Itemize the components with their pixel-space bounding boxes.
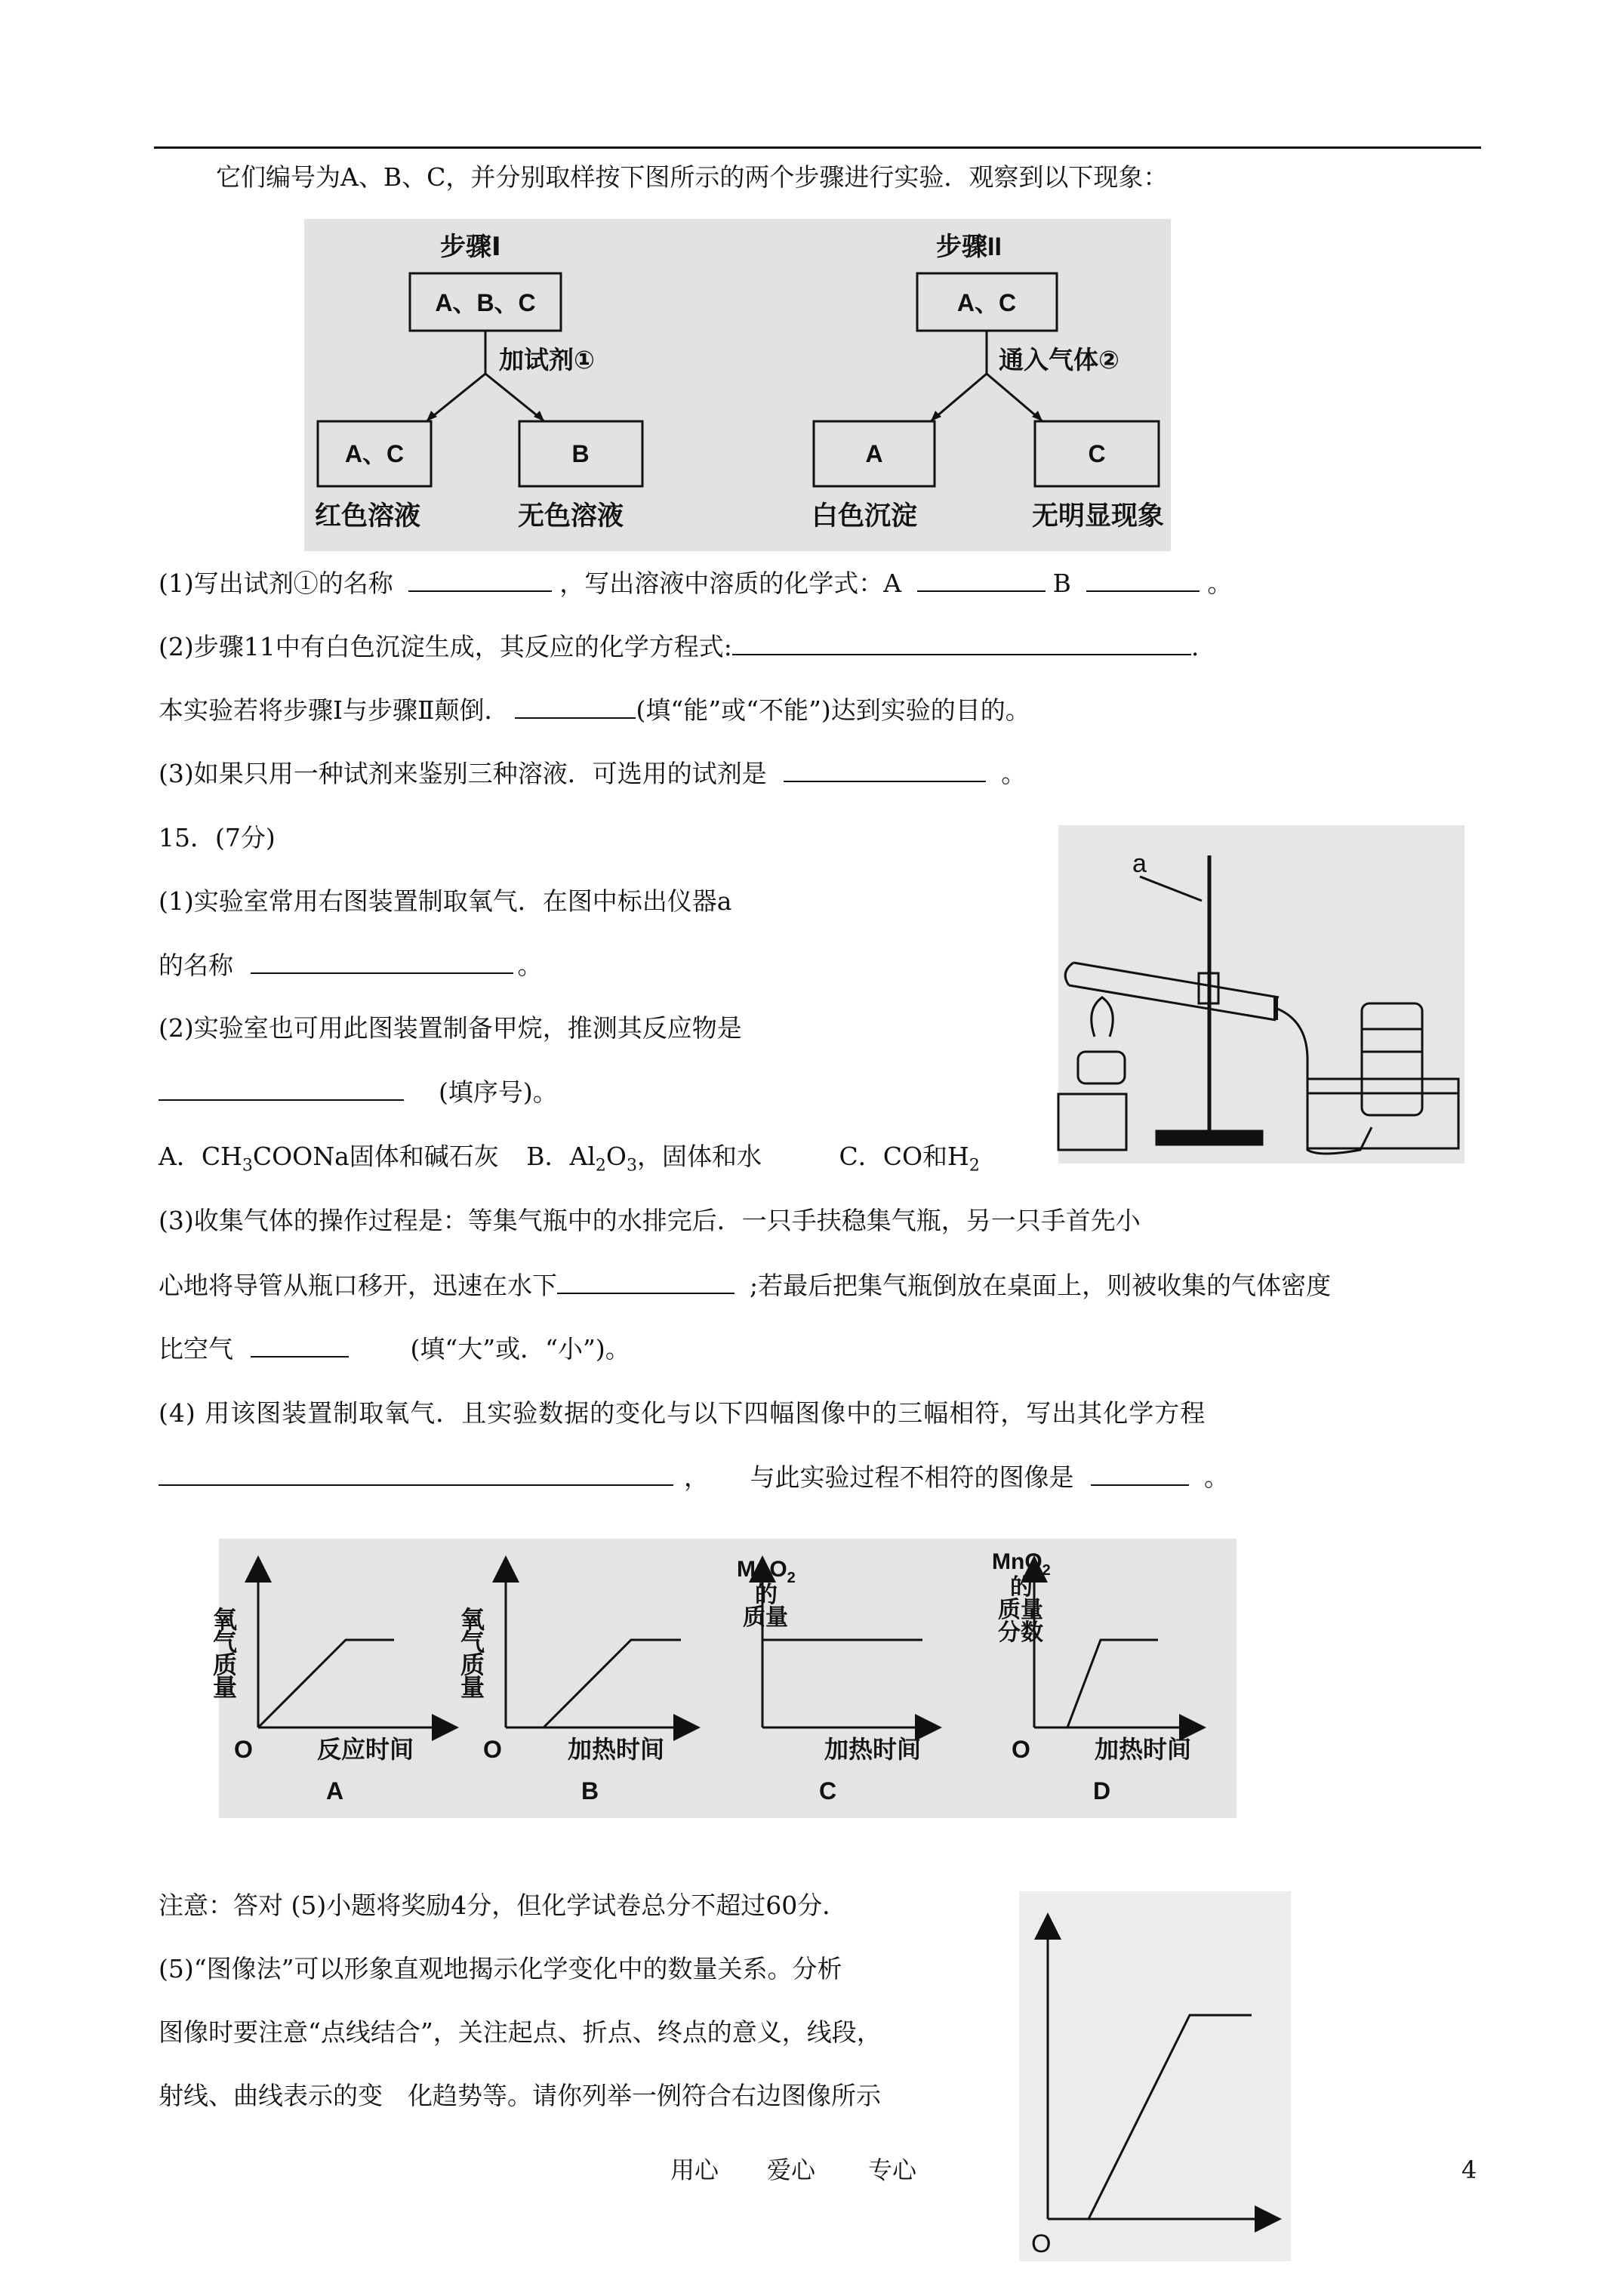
q14-part3	[159, 757, 1026, 791]
q14-p2-text-a: (2)步骤11中有白色沉淀生成，其反应的化学方程式:	[159, 632, 732, 661]
wooden-block	[1058, 1094, 1126, 1150]
step1-right-box-label: B	[571, 440, 590, 467]
q15-option-c: C．CO和$H_2$	[839, 1142, 980, 1176]
footer-motto-2: 爱心	[767, 2156, 816, 2184]
step1-reagent: 加试剂①	[499, 346, 595, 374]
graph-d-ylabel-4: 分数	[998, 1620, 1043, 1645]
graph-a	[210, 1569, 445, 1804]
q15-p3-text-e: (填“大”或．“小”)。	[410, 1334, 630, 1364]
graph-d-ylabel-3: 质量	[998, 1598, 1043, 1623]
graph-c-letter: C	[819, 1777, 837, 1804]
q14-p1-blank-a[interactable]	[917, 566, 1046, 592]
graph-c-ylabel-2: 的	[755, 1583, 778, 1607]
step2-box-label: A、C	[956, 289, 1017, 316]
q15-p3-text-d: 比空气	[159, 1334, 233, 1364]
flow-diagram	[304, 219, 1171, 551]
graph-a-origin: O	[234, 1736, 253, 1763]
q14-p2c-blank[interactable]	[515, 693, 636, 719]
q14-p3-blank-reagent[interactable]	[784, 757, 986, 782]
step2-reagent: 通入气体②	[999, 346, 1119, 374]
graph-a-curve	[258, 1640, 394, 1727]
lamp-flame	[1092, 997, 1113, 1037]
q14-part2	[159, 630, 1199, 664]
q14-p2c-text-a: 本实验若将步骤Ⅰ与步骤Ⅱ颠倒．	[159, 695, 510, 725]
q15-p2-blank-reactant[interactable]	[159, 1075, 404, 1101]
graph-b-curve	[544, 1640, 681, 1727]
graph-c-ylabel-1: MnO$_2$	[737, 1557, 796, 1586]
q15-part1-a: (1)实验室常用右图装置制取氧气．在图中标出仪器a	[159, 886, 732, 916]
footer-motto-3: 专心	[868, 2156, 917, 2184]
q15-title: 15．(7分)	[159, 823, 276, 852]
q14-p2-text-b: .	[1190, 632, 1200, 661]
graph-b	[457, 1569, 687, 1804]
q14-part1	[159, 566, 1232, 600]
step2-left-label: 白色沉淀	[812, 501, 918, 531]
graph-b-origin: O	[483, 1736, 502, 1763]
q15-p4-text-c: 与此实验过程不相符的图像是	[750, 1462, 1074, 1492]
q14-p1-blank-reagent[interactable]	[408, 566, 552, 592]
q15-p4-blank-equation[interactable]	[159, 1460, 673, 1486]
step1-box-label: A、B、C	[435, 289, 536, 316]
q5-line1: (5)“图像法”可以形象直观地揭示化学变化中的数量关系。分析	[159, 1954, 842, 1983]
graph-d-ylabel-2: 的	[1010, 1575, 1033, 1600]
step2-right-box-label: C	[1088, 440, 1106, 467]
water-trough	[1307, 1079, 1458, 1148]
q14-p3-text-a: (3)如果只用一种试剂来鉴别三种溶液．可选用的试剂是	[159, 759, 767, 788]
q14-p1-text-a: (1)写出试剂①的名称	[159, 569, 393, 598]
q15-p1-blank-instrument[interactable]	[251, 948, 513, 974]
q15-p4-blank-graph[interactable]	[1091, 1460, 1189, 1486]
q14-p2c-text-b: (填“能”或“不能”)达到实验的目的。	[636, 695, 1030, 725]
step1-title: 步骤Ⅰ	[440, 233, 501, 261]
q15-part4-b	[159, 1460, 1229, 1494]
graph-a-xlabel: 反应时间	[317, 1736, 414, 1763]
apparatus-figure	[1058, 825, 1464, 1163]
footer-motto-1: 用心	[670, 2156, 719, 2184]
q15-p3-blank-operation[interactable]	[557, 1268, 735, 1294]
graph-a-letter: A	[326, 1777, 344, 1804]
graph-d-xlabel: 加热时间	[1095, 1736, 1192, 1763]
q14-p1-text-b: ，写出溶液中溶质的化学式：A	[559, 569, 902, 598]
q15-part2-b	[159, 1075, 558, 1109]
q15-option-a: A．$CH_3COONa$固体和碱石灰	[159, 1142, 499, 1176]
q5-graph-origin: O	[1031, 2230, 1052, 2258]
label-pointer	[1140, 877, 1202, 901]
delivery-tube	[1277, 1009, 1372, 1154]
step2-left-box-label: A	[865, 440, 883, 467]
q15-part3-b	[159, 1268, 1331, 1302]
q15-options	[159, 1140, 980, 1176]
four-graphs-figure	[210, 1539, 1236, 1818]
graph-b-ylabel: 氧气质量	[457, 1607, 485, 1697]
step2-title: 步骤II	[936, 233, 1002, 261]
q15-p3-blank-density[interactable]	[251, 1332, 349, 1358]
q15-part1-b	[159, 948, 543, 982]
q14-p1-text-d: 。	[1207, 569, 1233, 598]
graph-c-xlabel: 加热时间	[824, 1736, 922, 1763]
q5-line3: 射线、曲线表示的变 化趋势等。请你列举一例符合右边图像所示	[159, 2081, 881, 2110]
q14-p3-text-b: 。	[1001, 759, 1027, 788]
q15-p4-text-d: 。	[1204, 1462, 1229, 1492]
intro-text: 它们编号为A、B、C，并分别取样按下图所示的两个步骤进行实验．观察到以下现象：	[216, 162, 1169, 192]
q15-part4-a: (4) 用该图装置制取氧气．且实验数据的变化与以下四幅图像中的三幅相符，写出其化学方程	[159, 1398, 1206, 1428]
graph-a-ylabel: 氧气质量	[210, 1607, 237, 1697]
step1-right-label: 无色溶液	[518, 501, 624, 531]
q15-part2-a: (2)实验室也可用此图装置制备甲烷，推测其反应物是	[159, 1013, 742, 1043]
q14-p1-text-c: B	[1052, 569, 1071, 598]
graph-d-curve	[1067, 1640, 1158, 1727]
q15-p2-text-b: (填序号)。	[439, 1077, 558, 1107]
q15-part3-c	[159, 1332, 630, 1366]
q14-p2-blank-equation[interactable]	[732, 630, 1191, 655]
bonus-note: 注意：答对 (5)小题将奖励4分，但化学试卷总分不超过60分．	[159, 1891, 848, 1920]
q5-line2: 图像时要注意“点线结合”，关注起点、折点、终点的意义，线段，	[159, 2017, 882, 2047]
graph-d-origin: O	[1012, 1736, 1030, 1763]
q14-p1-blank-b[interactable]	[1086, 566, 1200, 592]
gas-jar	[1362, 1003, 1422, 1115]
apparatus-label-a: a	[1132, 849, 1147, 878]
step1-left-label: 红色溶液	[315, 501, 421, 531]
q15-part3-a: (3)收集气体的操作过程是：等集气瓶中的水排完后．一只手扶稳集气瓶，另一只手首先小	[159, 1206, 1141, 1235]
q15-p3-text-c: ;若最后把集气瓶倒放在桌面上，则被收集的气体密度	[750, 1271, 1332, 1300]
q15-option-b: B．$Al_2O_3$，固体和水	[526, 1142, 762, 1176]
step2-right-label: 无明显现象	[1032, 501, 1165, 531]
q15-p1-text-c: 。	[517, 951, 543, 980]
graph-c	[737, 1557, 929, 1804]
graph-d-letter: D	[1093, 1777, 1111, 1804]
stand-base	[1156, 1131, 1262, 1145]
q15-p3-text-b: 心地将导管从瓶口移开，迅速在水下	[159, 1271, 557, 1300]
q14-part2-cont	[159, 693, 1030, 727]
test-tube	[1069, 963, 1279, 1020]
graph-d-ylabel-1: MnO$_2$	[992, 1549, 1051, 1579]
graph-b-xlabel: 加热时间	[568, 1736, 665, 1763]
header-rule	[154, 146, 1481, 149]
q5-graph-curve	[1089, 2015, 1252, 2219]
step1-left-box-label: A、C	[344, 440, 405, 467]
lamp-body	[1078, 1052, 1125, 1083]
graph-b-letter: B	[581, 1777, 599, 1804]
page-number: 4	[1461, 2156, 1477, 2184]
graph-c-ylabel-3: 质量	[743, 1605, 788, 1630]
q15-p4-text-b: ，	[684, 1462, 709, 1492]
graph-d	[992, 1549, 1193, 1804]
q15-p1-text-b: 的名称	[159, 951, 233, 980]
q5-graph-figure	[1019, 1891, 1291, 2261]
